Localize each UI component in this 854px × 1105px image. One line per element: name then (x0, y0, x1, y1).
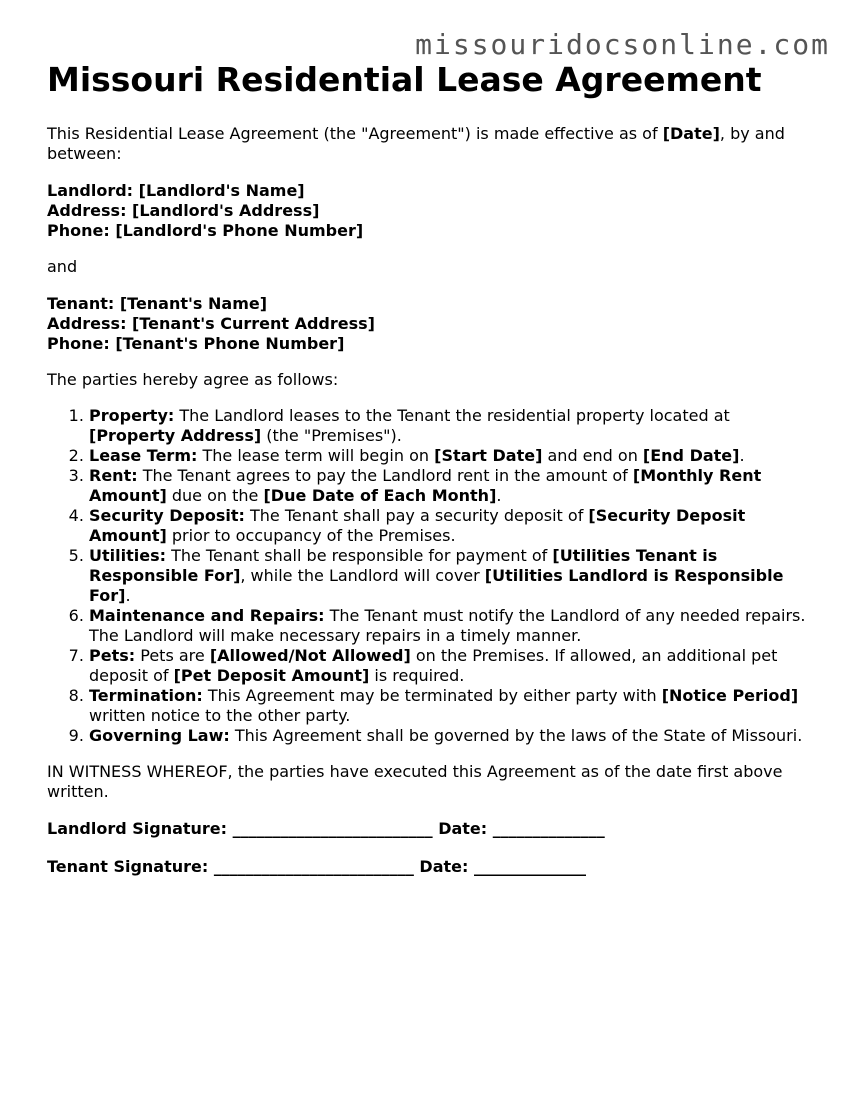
term-text: The Tenant shall pay a security deposit of (244, 506, 589, 525)
term-item (89, 406, 817, 446)
term-item (89, 446, 817, 466)
and-text: and (47, 257, 78, 276)
page-title: Missouri Residential Lease Agreement (47, 60, 762, 99)
term-text: due on the (166, 486, 264, 505)
tenant-phone-line: Phone: [Tenant's Phone Number] (47, 334, 345, 353)
term-text: This Agreement may be terminated by either party with (202, 686, 662, 705)
term-item (89, 466, 817, 506)
watermark-text: missouridocsonline.com (415, 28, 830, 61)
tenant-name-line: Tenant: [Tenant's Name] (47, 294, 268, 313)
term-label: Pets: (89, 646, 136, 665)
term-label: Governing Law: (89, 726, 230, 745)
term-label: Maintenance and Repairs: (89, 606, 325, 625)
intro-date-placeholder: [Date] (662, 124, 720, 143)
term-text: , while the Landlord will cover (240, 566, 485, 585)
term-placeholder: [Allowed/Not Allowed] (209, 646, 411, 665)
term-text: The Tenant must notify the Landlord of any needed repairs. The Landlord will make necessary repairs in a timely manner. (89, 606, 806, 645)
term-item (89, 606, 817, 646)
term-placeholder: [Utilities Tenant is Responsible For] (89, 546, 718, 585)
term-placeholder: [Due Date of Each Month] (263, 486, 497, 505)
landlord-signature-line: Landlord Signature: _________________________ Date: ______________ (47, 819, 605, 838)
intro-text-after: , by and between: (47, 124, 785, 163)
landlord-block (47, 181, 817, 241)
term-placeholder: [Monthly Rent Amount] (89, 466, 762, 505)
term-placeholder: [Utilities Landlord is Responsible For] (89, 566, 784, 605)
term-label: Rent: (89, 466, 138, 485)
term-text: . (496, 486, 502, 505)
term-text: The Tenant shall be responsible for payment of (166, 546, 553, 565)
intro-paragraph (47, 124, 817, 164)
intro-text-before: This Residential Lease Agreement (the "Agreement") is made effective as of (47, 124, 663, 143)
term-label: Termination: (89, 686, 203, 705)
term-text: Pets are (135, 646, 210, 665)
term-item (89, 646, 817, 686)
term-text: is required. (369, 666, 465, 685)
tenant-block (47, 294, 817, 354)
document-page (47, 58, 817, 877)
term-text: . (739, 446, 745, 465)
term-item (89, 686, 817, 726)
term-placeholder: [Pet Deposit Amount] (173, 666, 370, 685)
term-text: and end on (542, 446, 643, 465)
term-text: The lease term will begin on (197, 446, 435, 465)
term-label: Utilities: (89, 546, 166, 565)
landlord-phone-line: Phone: [Landlord's Phone Number] (47, 221, 364, 240)
landlord-address-line: Address: [Landlord's Address] (47, 201, 320, 220)
term-text: prior to occupancy of the Premises. (166, 526, 456, 545)
tenant-signature-line: Tenant Signature: _________________________ Date: ______________ (47, 857, 586, 876)
tenant-address-line: Address: [Tenant's Current Address] (47, 314, 375, 333)
term-text: written notice to the other party. (89, 706, 351, 725)
term-text: The Tenant agrees to pay the Landlord rent in the amount of (137, 466, 633, 485)
terms-list (47, 406, 817, 746)
term-placeholder: [Security Deposit Amount] (89, 506, 746, 545)
agree-text: The parties hereby agree as follows: (47, 370, 339, 389)
term-text: The Landlord leases to the Tenant the residential property located at (174, 406, 730, 425)
term-text: (the "Premises"). (261, 426, 402, 445)
term-label: Security Deposit: (89, 506, 245, 525)
term-item (89, 506, 817, 546)
term-placeholder: [Notice Period] (661, 686, 799, 705)
term-text: . (125, 586, 131, 605)
landlord-name-line: Landlord: [Landlord's Name] (47, 181, 305, 200)
term-placeholder: [Property Address] (89, 426, 262, 445)
term-item (89, 546, 817, 606)
term-text: This Agreement shall be governed by the laws of the State of Missouri. (229, 726, 803, 745)
witness-paragraph: IN WITNESS WHEREOF, the parties have executed this Agreement as of the date first above written. (47, 762, 783, 801)
term-item (89, 726, 817, 746)
term-text: on the Premises. If allowed, an additional pet deposit of (89, 646, 778, 685)
term-placeholder: [End Date] (642, 446, 740, 465)
term-label: Lease Term: (89, 446, 198, 465)
term-placeholder: [Start Date] (434, 446, 543, 465)
term-label: Property: (89, 406, 175, 425)
